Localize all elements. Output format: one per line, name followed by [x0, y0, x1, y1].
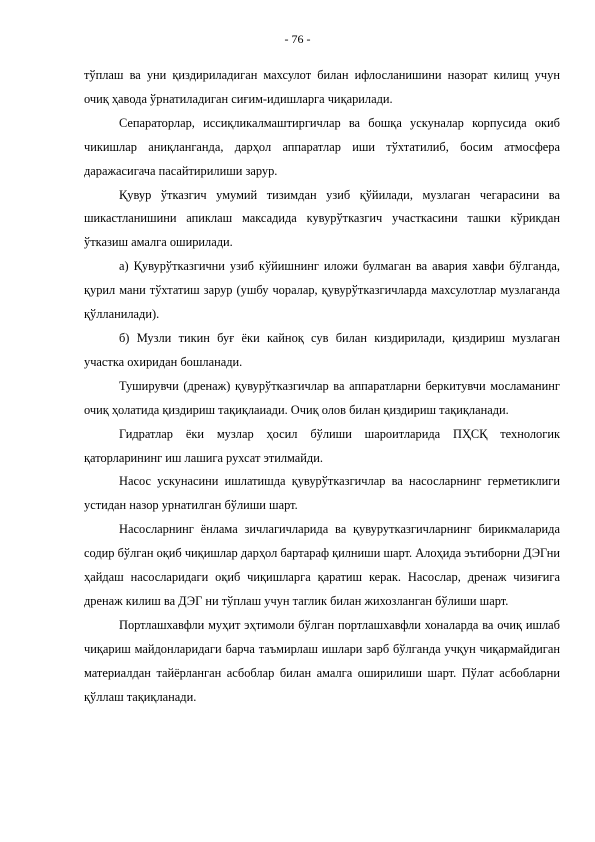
paragraph-pipeline-isolation: Қувур ўтказгич умумий тизимдан узиб қўйилади, музлаган чегарасини ва шикастланишини апиклаш максадида кувурўтказгич участкасини ташки кўрикдан ўтказиш амалга оширилади.: [84, 187, 560, 250]
paragraph-continuation: тўплаш ва уни қиздириладиган махсулот билан ифлосланишини назорат килищ учун очиқ ҳавода ўрнатиладиган сиғим-идишларга чиқарилади.: [84, 68, 560, 106]
paragraph-explosion-hazard: Портлашхавфли муҳит эҳтимоли бўлган портлашхавфли хоналарда ва очиқ ишлаб чиқариш майдонларидаги барча таъмирлаш ишлари зарб бўлганда учқун чиқармайдиган материалдан тайёрланган асбоблар билан амалга оширилиши шарт. Пўлат асбобларни қўллаш тақиқланади.: [84, 617, 560, 704]
paragraph-pump-seals: Насосларнинг ёнлама зичлагичларида ва қувуруткaзгичларнинг бирикмаларида содир бўлган оқиб чиқишлар дарҳол бартараф қилниши шарт. Алоҳида эътиборни ДЭГни ҳайдаш насосларидаги оқиб чиқишларга қаратиш керак. Насослар, дренаж чизиғига дренаж килиш ва ДЭГ ни тўплаш учун таглик билан жихозланган бўлиши шарт.: [84, 522, 560, 608]
paragraph-item-b: б) Музли тикин буғ ёки кайноқ сув билан киздирилади, қиздириш музлаган участка охиридан бошланади.: [84, 330, 560, 369]
paragraph-separators: Сепараторлар, иссиқликалмаштиргичлар ва бошқа ускуналар корпусида окиб чикишлар аниқланганда, дарҳол аппаратлар иши тўхтатилиб, босим атмосфера даражасигача пасайтирилиши зарур.: [84, 115, 560, 178]
paragraph-hydrates: Гидратлар ёки музлар ҳосил бўлиши шароитларида ПҲСҚ технологик қаторларининг иш лашига рухсат этилмайди.: [84, 426, 560, 465]
paragraph-item-a: а) Қувурўтказгични узиб кўйишнинг иложи булмаган ва авария хавфи бўлганда, қурил мани тўхтатиш зарур (ушбу чоралар, қувурўтказгичларда махсулотлар музлаганда қўлланилади).: [84, 259, 560, 322]
page-number: - 76 -: [284, 32, 311, 46]
body-text: [84, 64, 560, 709]
paragraph-drainage: Туширувчи (дренаж) қувурўтказгичлар ва аппаратларни беркитувчи мосламанинг очиқ ҳолатида қиздириш тақиқлаиади. Очиқ олов билан қиздириш тақиқланади.: [84, 378, 560, 417]
paragraph-pump-equipment: Насос ускунасини ишлатишда қувурўтказгичлар ва насосларнинг герметиклиги устидан назор урнатилган бўлиши шарт.: [84, 474, 560, 513]
